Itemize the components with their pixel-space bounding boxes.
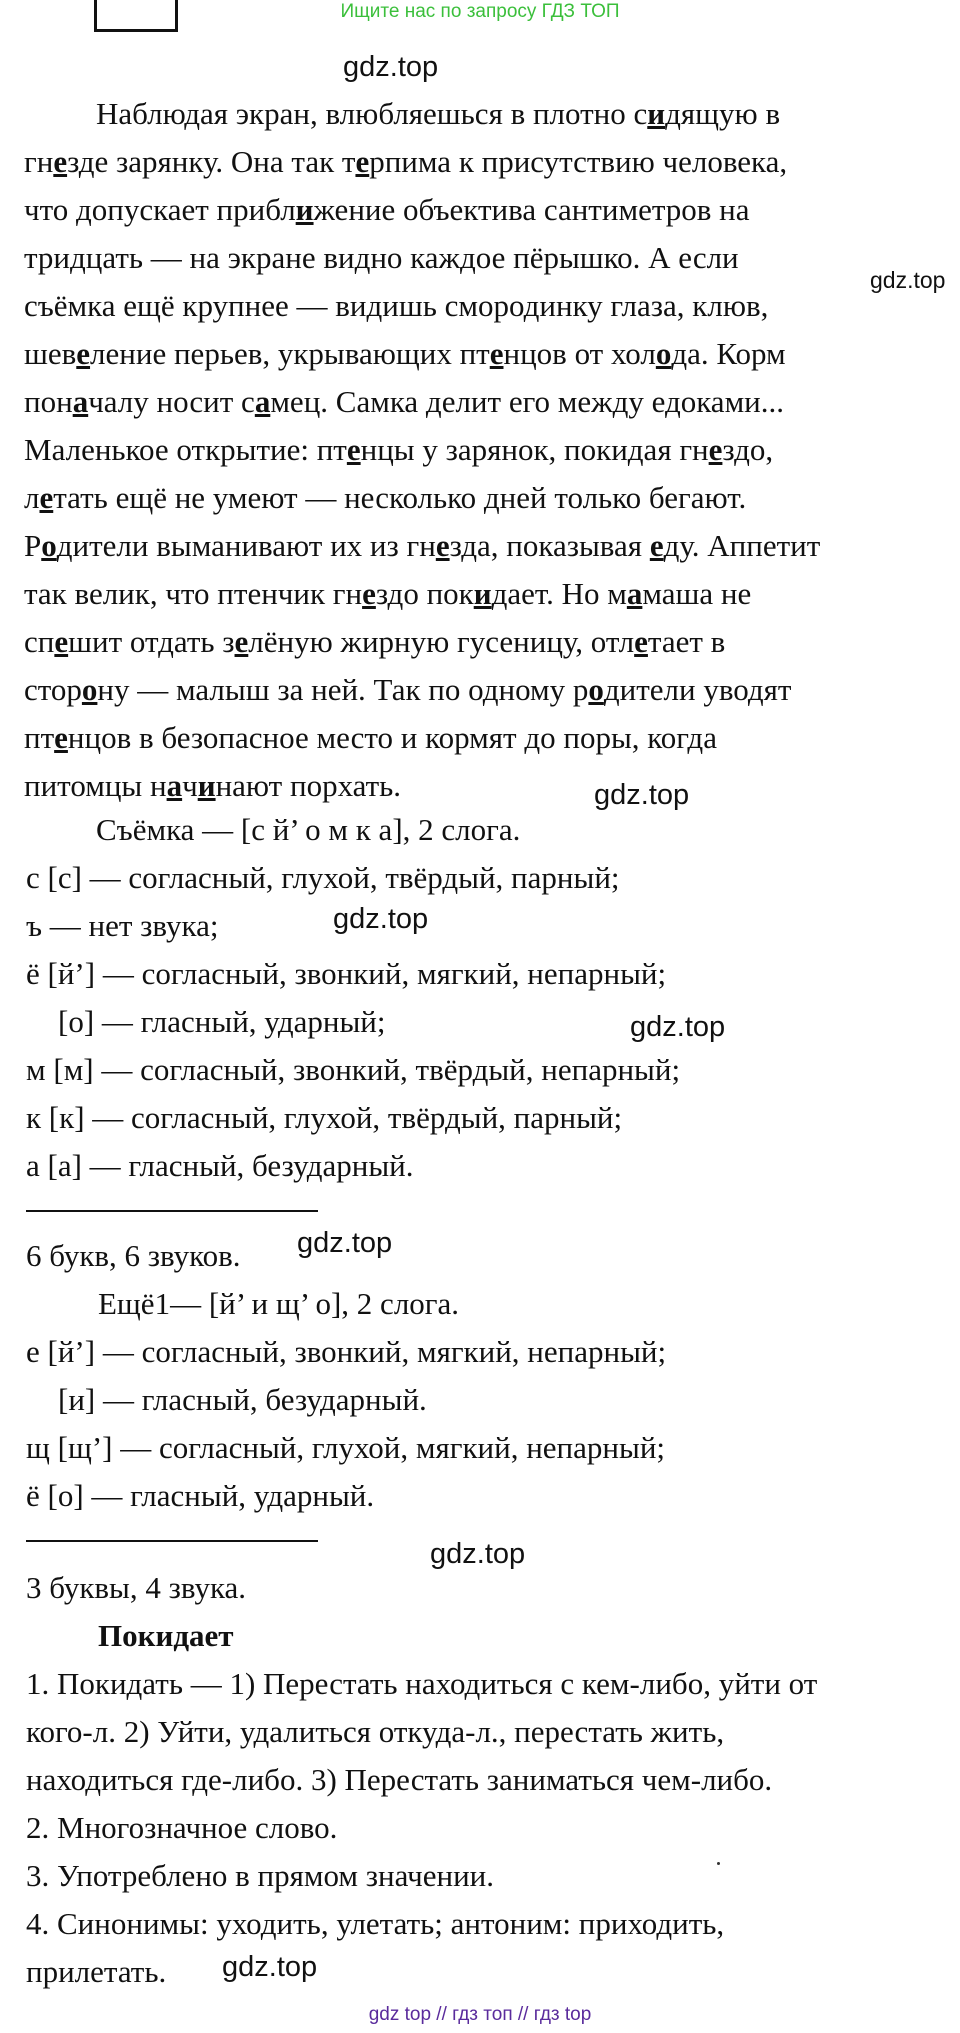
divider-rule: [26, 1210, 318, 1212]
text-line: съёмка ещё крупнее — видишь смородинку глаза, клюв,: [24, 288, 769, 323]
word-line: кого-л. 2) Уйти, удалиться откуда-л., перестать жить,: [26, 1714, 725, 1749]
word-line: 3. Употреблено в прямом значении.: [26, 1858, 495, 1893]
divider-rule: [26, 1540, 318, 1542]
analysis-line: м [м] — согласный, звонкий, твёрдый, непарный;: [26, 1052, 681, 1087]
text-line: гнезде зарянку. Она так терпима к присутствию человека,: [24, 144, 788, 179]
text-line: Наблюдая экран, влюбляешься в плотно сидящую в: [96, 96, 781, 131]
text-line: сторону — малыш за ней. Так по одному родители уводят: [24, 672, 792, 707]
text-line: так велик, что птенчик гнездо покидает. Но мамаша не: [24, 576, 752, 611]
stray-dot: [717, 1862, 720, 1865]
word-line: 1. Покидать — 1) Перестать находиться с кем-либо, уйти от: [26, 1666, 818, 1701]
analysis-line: а [а] — гласный, безударный.: [26, 1148, 414, 1183]
analysis-summary: 6 букв, 6 звуков.: [26, 1238, 241, 1273]
watermark: gdz.top: [630, 1011, 726, 1043]
text-line: шевеление перьев, укрывающих птенцов от холода. Корм: [24, 336, 786, 371]
analysis-title: Ещё1— [й’ и щ’ о], 2 слога.: [98, 1286, 460, 1321]
word-line: находиться где-либо. 3) Перестать заниматься чем-либо.: [26, 1762, 773, 1797]
search-hint-link[interactable]: Ищите нас по запросу ГДЗ ТОП: [340, 1, 620, 22]
text-line: что допускает приближение объектива сантиметров на: [24, 192, 750, 227]
analysis-line: [и] — гласный, безударный.: [58, 1382, 427, 1417]
analysis-line: ё [й’] — согласный, звонкий, мягкий, непарный;: [26, 956, 667, 991]
analysis-line: ё [о] — гласный, ударный.: [26, 1478, 375, 1513]
analysis-line: [о] — гласный, ударный;: [58, 1004, 386, 1039]
analysis-line: ъ — нет звука;: [26, 908, 219, 943]
watermark: gdz.top: [297, 1227, 393, 1259]
main-text-paragraph: [24, 90, 954, 810]
analysis-line: щ [щ’] — согласный, глухой, мягкий, непарный;: [26, 1430, 666, 1465]
watermark: gdz.top: [333, 903, 429, 935]
word-line: прилетать.: [26, 1954, 167, 1989]
text-line: птенцов в безопасное место и кормят до поры, когда: [24, 720, 717, 755]
text-line: спешит отдать зелёную жирную гусеницу, отлетает в: [24, 624, 726, 659]
word-heading: Покидает: [98, 1618, 234, 1653]
text-line: Маленькое открытие: птенцы у зарянок, покидая гнездо,: [24, 432, 774, 467]
text-line: тридцать — на экране видно каждое пёрышко. А если: [24, 240, 739, 275]
watermark: gdz.top: [430, 1538, 526, 1570]
footer-links[interactable]: gdz top // гдз топ // гдз top: [368, 2004, 592, 2025]
watermark: gdz.top: [870, 267, 946, 293]
text-line: питомцы начинают порхать.: [24, 768, 402, 803]
text-line: Родители выманивают их из гнезда, показывая еду. Аппетит: [24, 528, 821, 563]
analysis-title: Съёмка — [с й’ о м к а], 2 слога.: [96, 812, 521, 847]
word-line: 4. Синонимы: уходить, улетать; антоним: приходить,: [26, 1906, 725, 1941]
analysis-line: к [к] — согласный, глухой, твёрдый, парный;: [26, 1100, 623, 1135]
text-line: поначалу носит самец. Самка делит его между едоками...: [24, 384, 785, 419]
watermark: gdz.top: [594, 779, 690, 811]
analysis-summary: 3 буквы, 4 звука.: [26, 1570, 247, 1605]
watermark: gdz.top: [343, 51, 439, 83]
analysis-line: с [с] — согласный, глухой, твёрдый, парный;: [26, 860, 620, 895]
word-line: 2. Многозначное слово.: [26, 1810, 338, 1845]
analysis-line: е [й’] — согласный, звонкий, мягкий, непарный;: [26, 1334, 667, 1369]
watermark: gdz.top: [222, 1951, 318, 1983]
text-line: летать ещё не умеют — несколько дней только бегают.: [24, 480, 747, 515]
